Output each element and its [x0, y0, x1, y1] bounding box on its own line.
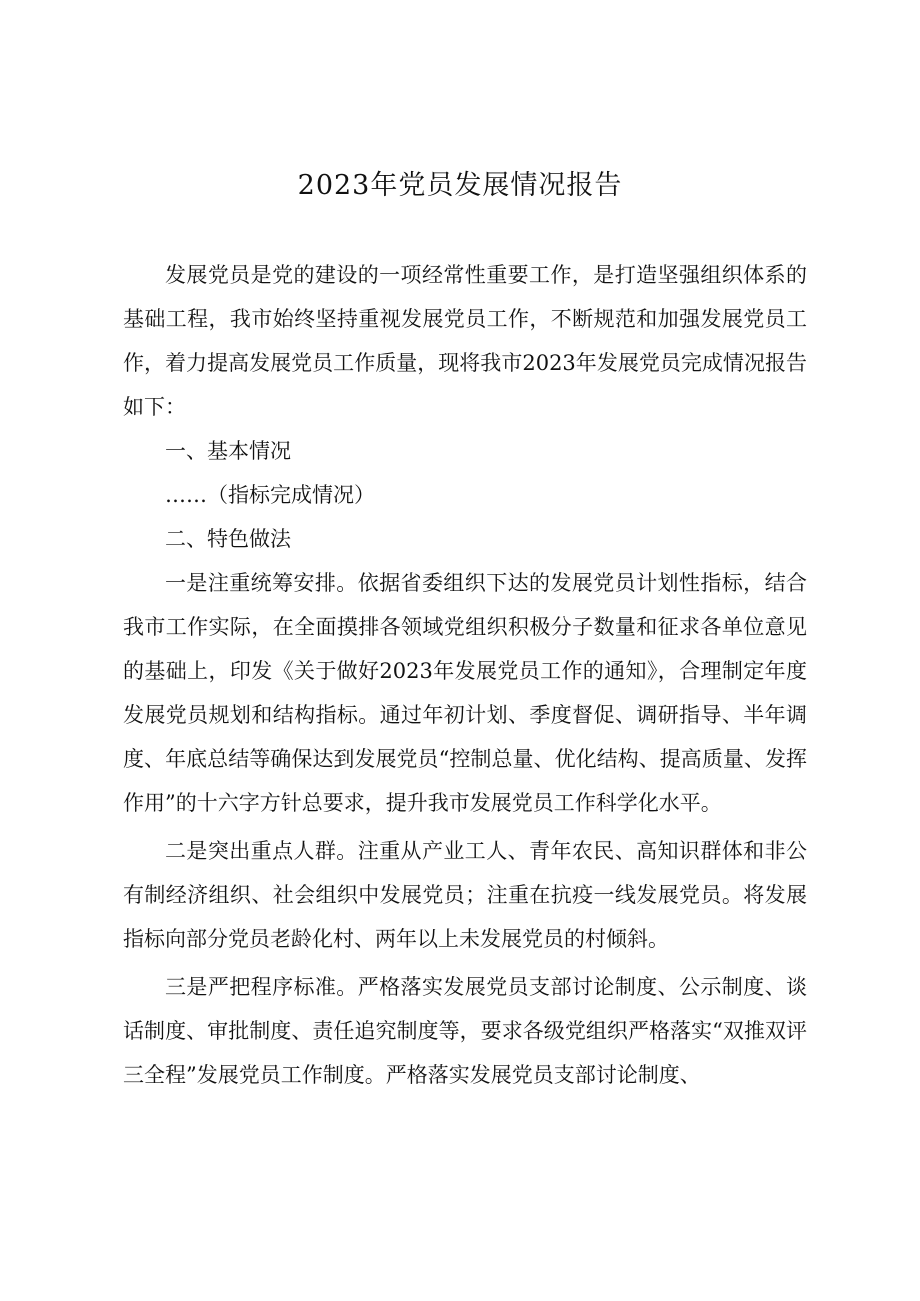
paragraph-point-2: 二是突出重点人群。注重从产业工人、青年农民、高知识群体和非公有制经济组织、社会组织中发展党员；注重在抗疫一线发展党员。将发展指标向部分党员老龄化村、两年以上未发展党员的村倾斜。 — [123, 839, 807, 951]
document-title: 2023年党员发展情况报告 — [297, 170, 623, 201]
section-heading-featured-practices: 二、特色做法 — [165, 527, 291, 551]
paragraph-point-3: 三是严把程序标准。严格落实发展党员支部讨论制度、公示制度、谈话制度、审批制度、责任追究制度等，要求各级党组织严格落实“双推双评三全程”发展党员工作制度。严格落实发展党员支部讨论制度、 — [123, 975, 807, 1087]
section-heading-basic-situation: 一、基本情况 — [165, 439, 291, 463]
section-basic-situation-body: ……（指标完成情况） — [165, 483, 375, 507]
intro-paragraph: 发展党员是党的建设的一项经常性重要工作，是打造坚强组织体系的基础工程，我市始终坚持重视发展党员工作，不断规范和加强发展党员工作，着力提高发展党员工作质量，现将我市2023年发展党员完成情况报告如下： — [123, 263, 807, 419]
paragraph-point-1: 一是注重统筹安排。依据省委组织下达的发展党员计划性指标，结合我市工作实际，在全面摸排各领域党组织积极分子数量和征求各单位意见的基础上，印发《关于做好2023年发展党员工作的通知》，合理制定年度发展党员规划和结构指标。通过年初计划、季度督促、调研指导、半年调度、年底总结等确保达到发展党员“控制总量、优化结构、提高质量、发挥作用”的十六字方针总要求，提升我市发展党员工作科学化水平。 — [123, 571, 807, 815]
document-body — [123, 253, 807, 1097]
